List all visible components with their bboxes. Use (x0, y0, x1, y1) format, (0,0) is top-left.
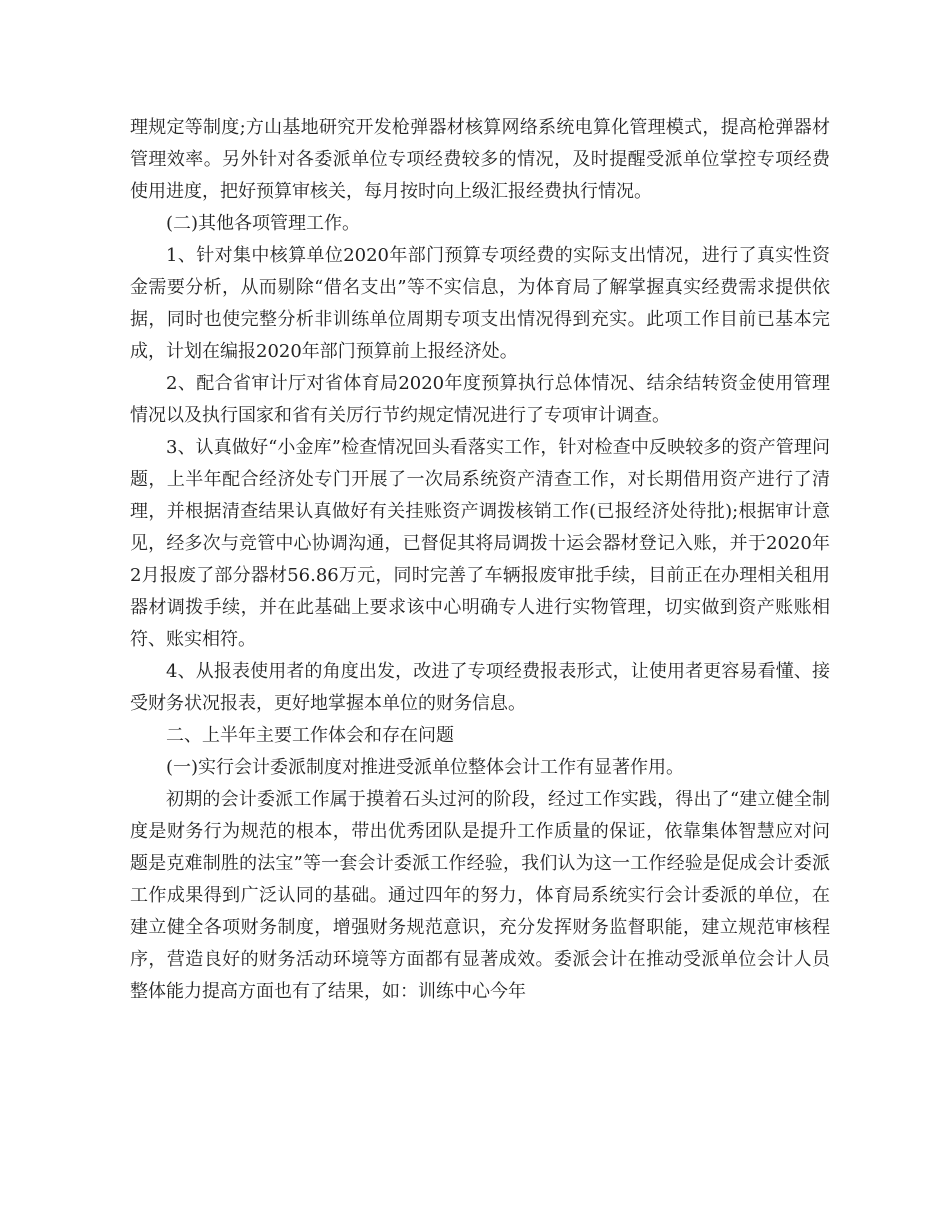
subheading-other-management: (二)其他各项管理工作。 (166, 213, 361, 234)
paragraph-item-1: 1、针对集中核算单位2020年部门预算专项经费的实际支出情况，进行了真实性资金需要分析，从而剔除“借名支出”等不实信息，为体育局了解掌握真实经费需求提供依据，同时也使完整分析非训练单位周期专项支出情况得到充实。此项工作目前已基本完成，计划在编报2020年部门预算前上报经济处。 (130, 245, 830, 362)
document-page (130, 112, 830, 1008)
paragraph-item-4: 4、从报表使用者的角度出发，改进了专项经费报表形式，让使用者更容易看懂、接受财务状况报表，更好地掌握本单位的财务信息。 (130, 661, 830, 714)
paragraph-delegation-experience: 初期的会计委派工作属于摸着石头过河的阶段，经过工作实践，得出了“建立健全制度是财务行为规范的根本，带出优秀团队是提升工作质量的保证，依靠集体智慧应对问题是克难制胜的法宝”等一套会计委派工作经验，我们认为这一工作经验是促成会计委派工作成果得到广泛认同的基础。通过四年的努力，体育局系统实行会计委派的单位，在建立健全各项财务制度，增强财务规范意识，充分发挥财务监督职能，建立规范审核程序，营造良好的财务活动环境等方面都有显著成效。委派会计在推动受派单位会计人员整体能力提高方面也有了结果，如：训练中心今年 (130, 789, 830, 1002)
subheading-accounting-delegation: (一)实行会计委派制度对推进受派单位整体会计工作有显著作用。 (166, 757, 685, 778)
section-heading-experience: 二、上半年主要工作体会和存在问题 (166, 725, 454, 746)
paragraph-item-3: 3、认真做好“小金库”检查情况回头看落实工作，针对检查中反映较多的资产管理问题，上半年配合经济处专门开展了一次局系统资产清查工作，对长期借用资产进行了清理，并根据清查结果认真做好有关挂账资产调拨核销工作(已报经济处待批);根据审计意见，经多次与竞管中心协调沟通，已督促其将局调拨十运会器材登记入账，并于2020年2月报废了部分器材56.86万元，同时完善了车辆报废审批手续，目前正在办理相关租用器材调拨手续，并在此基础上要求该中心明确专人进行实物管理，切实做到资产账账相符、账实相符。 (130, 437, 830, 650)
paragraph-item-2: 2、配合省审计厅对省体育局2020年度预算执行总体情况、结余结转资金使用管理情况以及执行国家和省有关厉行节约规定情况进行了专项审计调查。 (130, 373, 830, 426)
paragraph-continuation: 理规定等制度;方山基地研究开发枪弹器材核算网络系统电算化管理模式，提高枪弹器材管理效率。另外针对各委派单位专项经费较多的情况，及时提醒受派单位掌控专项经费使用进度，把好预算审核关，每月按时向上级汇报经费执行情况。 (130, 117, 830, 202)
